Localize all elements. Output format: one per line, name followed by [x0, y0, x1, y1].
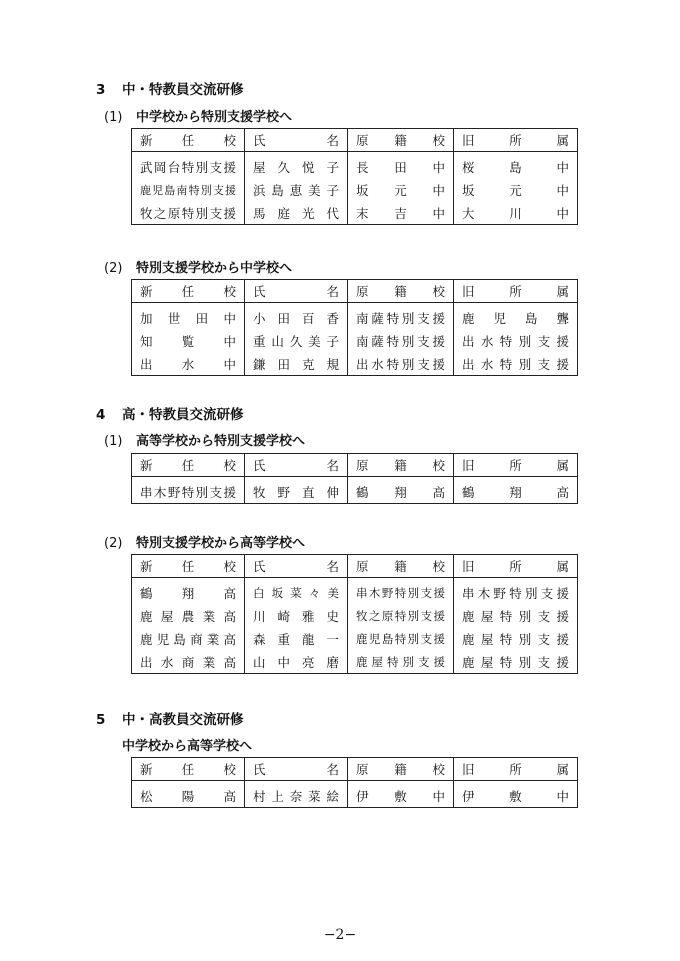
roster-table-4-2 — [131, 554, 578, 674]
header-origin-school: 原籍校 — [348, 555, 454, 578]
table-row — [132, 650, 578, 674]
table-row — [132, 152, 578, 179]
header-new-school: 新任校 — [132, 758, 245, 781]
cell-name: 牧野直伸 — [245, 477, 348, 504]
table-header-row — [132, 758, 578, 781]
cell-name: 小田百香 — [245, 303, 348, 330]
subsection-4-1-heading — [104, 430, 305, 449]
roster-table-3-2 — [131, 279, 578, 376]
roster-table-4-1 — [131, 453, 578, 504]
cell-new-school: 鹿児島南特別支援 — [140, 183, 236, 197]
section-5-heading — [96, 708, 244, 728]
cell-name: 山中亮磨 — [245, 650, 348, 674]
table-row — [132, 578, 578, 605]
subsection-3-2-heading — [104, 257, 292, 276]
header-new-school: 新任校 — [132, 454, 245, 477]
cell-origin-school: 末吉中 — [348, 201, 454, 225]
cell-name: 白坂菜々美 — [245, 578, 348, 605]
cell-former-affiliation: 伊敷中 — [454, 781, 578, 808]
header-former-affiliation: 旧所属 — [454, 129, 578, 152]
header-name: 氏名 — [245, 280, 348, 303]
header-former-affiliation: 旧所属 — [454, 555, 578, 578]
cell-origin-school: 鹿児島特別支援 — [348, 627, 454, 650]
section-title: 中・特教員交流研修 — [122, 82, 244, 98]
header-name: 氏名 — [245, 454, 348, 477]
cell-origin-school: 長田中 — [348, 152, 454, 179]
table-row — [132, 627, 578, 650]
cell-former-affiliation: 鹿児島聾 — [454, 303, 578, 330]
table-row — [132, 329, 578, 352]
cell-name: 川崎雅史 — [245, 604, 348, 627]
table-row — [132, 781, 578, 808]
cell-new-school: 出水商業高 — [140, 654, 236, 670]
section-number: 5 — [96, 712, 106, 728]
section-title: 中・高教員交流研修 — [122, 712, 244, 728]
subsection-number: (1) — [104, 110, 123, 125]
header-origin-school: 原籍校 — [348, 280, 454, 303]
header-name: 氏名 — [245, 758, 348, 781]
cell-new-school: 武岡台特別支援 — [140, 159, 236, 175]
subsection-number: (2) — [104, 536, 123, 551]
cell-former-affiliation: 出水特別支援 — [454, 352, 578, 376]
cell-former-affiliation: 鹿屋特別支援 — [454, 627, 578, 650]
cell-name: 村上奈菜絵 — [245, 781, 348, 808]
subsection-4-2-heading — [104, 532, 305, 551]
roster-table-5 — [131, 757, 578, 808]
header-name: 氏名 — [245, 555, 348, 578]
table-row — [132, 201, 578, 225]
header-former-affiliation: 旧所属 — [454, 454, 578, 477]
section-title: 高・特教員交流研修 — [122, 407, 244, 423]
table-row — [132, 604, 578, 627]
cell-origin-school: 坂元中 — [348, 178, 454, 201]
header-former-affiliation: 旧所属 — [454, 280, 578, 303]
header-name: 氏名 — [245, 129, 348, 152]
cell-new-school: 串木野特別支援 — [140, 484, 236, 500]
cell-former-affiliation: 桜島中 — [454, 152, 578, 179]
table-header-row — [132, 555, 578, 578]
header-new-school: 新任校 — [132, 555, 245, 578]
table-row — [132, 303, 578, 330]
cell-origin-school: 南薩特別支援 — [348, 303, 454, 330]
table-row — [132, 178, 578, 201]
cell-name: 鎌田克規 — [245, 352, 348, 376]
subsection-title: 中学校から高等学校へ — [122, 739, 253, 754]
cell-name: 屋久悦子 — [245, 152, 348, 179]
subsection-number: (2) — [104, 261, 123, 276]
cell-new-school: 加世田中 — [140, 310, 236, 326]
cell-new-school: 牧之原特別支援 — [140, 205, 236, 221]
cell-origin-school: 出水特別支援 — [348, 352, 454, 376]
section-number: 3 — [96, 82, 106, 98]
header-new-school: 新任校 — [132, 129, 245, 152]
subsection-title: 特別支援学校から中学校へ — [136, 261, 293, 276]
cell-former-affiliation: 鹿屋特別支援 — [454, 650, 578, 674]
header-new-school: 新任校 — [132, 280, 245, 303]
cell-origin-school: 牧之原特別支援 — [348, 604, 454, 627]
cell-origin-school: 伊敷中 — [348, 781, 454, 808]
cell-new-school: 出水中 — [140, 356, 236, 372]
cell-former-affiliation: 大川中 — [454, 201, 578, 225]
cell-former-affiliation: 鶴翔高 — [454, 477, 578, 504]
cell-new-school: 知覧中 — [140, 333, 236, 349]
cell-new-school: 松陽高 — [140, 788, 236, 804]
cell-new-school: 鹿児島商業高 — [140, 631, 236, 647]
section-4-heading — [96, 403, 244, 423]
cell-origin-school: 串木野特別支援 — [348, 578, 454, 605]
header-origin-school: 原籍校 — [348, 758, 454, 781]
subsection-3-1-heading — [104, 106, 292, 125]
header-origin-school: 原籍校 — [348, 129, 454, 152]
cell-name: 森重龍一 — [245, 627, 348, 650]
table-row — [132, 477, 578, 504]
subsection-title: 高等学校から特別支援学校へ — [136, 434, 306, 449]
cell-origin-school: 鶴翔高 — [348, 477, 454, 504]
page-number: −2− — [323, 927, 357, 943]
section-3-heading — [96, 78, 244, 98]
header-origin-school: 原籍校 — [348, 454, 454, 477]
cell-origin-school: 南薩特別支援 — [348, 329, 454, 352]
subsection-title: 特別支援学校から高等学校へ — [136, 536, 306, 551]
section-number: 4 — [96, 407, 106, 423]
cell-name: 浜島恵美子 — [245, 178, 348, 201]
table-row — [132, 352, 578, 376]
cell-former-affiliation: 坂元中 — [454, 178, 578, 201]
cell-new-school: 鶴翔高 — [140, 585, 236, 601]
table-header-row — [132, 454, 578, 477]
subsection-5-heading — [122, 735, 252, 754]
cell-name: 重山久美子 — [245, 329, 348, 352]
subsection-title: 中学校から特別支援学校へ — [136, 110, 293, 125]
table-header-row — [132, 129, 578, 152]
cell-name: 馬庭光代 — [245, 201, 348, 225]
cell-origin-school: 鹿屋特別支援 — [348, 650, 454, 674]
cell-former-affiliation: 出水特別支援 — [454, 329, 578, 352]
table-header-row — [132, 280, 578, 303]
cell-former-affiliation: 串木野特別支援 — [454, 578, 578, 605]
subsection-number: (1) — [104, 434, 123, 449]
roster-table-3-1 — [131, 128, 578, 225]
header-former-affiliation: 旧所属 — [454, 758, 578, 781]
cell-former-affiliation: 鹿屋特別支援 — [454, 604, 578, 627]
cell-new-school: 鹿屋農業高 — [140, 608, 236, 624]
